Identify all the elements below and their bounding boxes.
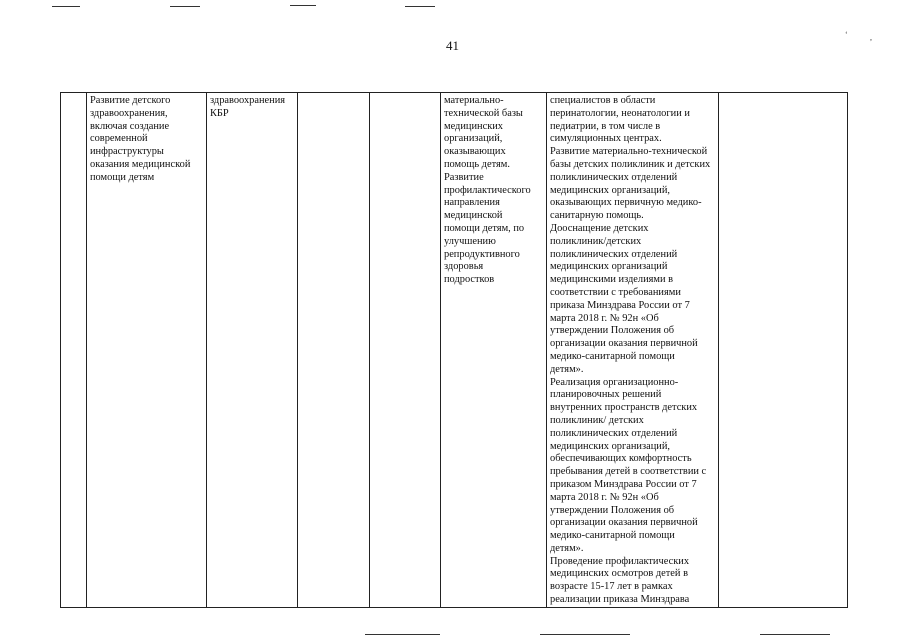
text-line: медицинских: [444, 120, 503, 132]
scan-artifact-bottom-1: [365, 634, 440, 635]
text-line: утверждении Положения об: [550, 325, 675, 337]
cell-task-name: [87, 93, 207, 608]
text-line: санитарную помощь.: [550, 210, 644, 222]
text-line: помощи детям: [90, 171, 155, 183]
cell-measure: [441, 93, 547, 608]
text-line: педиатрии, в том числе в: [550, 120, 661, 132]
text-line: Развитие детского: [90, 95, 171, 106]
table-row: [61, 93, 848, 608]
text-line: возрасте 15-17 лет в рамках: [550, 581, 673, 593]
text-line: оказывающих первичную медико-: [550, 197, 702, 209]
text-line: детям».: [550, 542, 584, 554]
text-line: материально-: [444, 95, 504, 106]
cell-empty-8: [719, 93, 848, 608]
text-line: медико-санитарной помощи: [550, 530, 675, 542]
text-line: направления: [444, 197, 500, 209]
text-line: здравоохранения,: [90, 107, 168, 119]
text-line: поликлинических отделений: [550, 248, 678, 260]
task-name-lines: [90, 95, 203, 185]
page-number: 41: [446, 38, 459, 53]
scan-artifact-corner: ʻ: [845, 30, 848, 39]
text-line: медицинских организаций,: [550, 184, 670, 196]
text-line: внутренних пространств детских: [550, 402, 698, 414]
text-line: Развитие материально-технической: [550, 146, 708, 158]
text-line: помощь детям.: [444, 158, 510, 170]
text-line: поликлиник/ детских: [550, 414, 644, 426]
text-line: инфраструктуры: [90, 146, 164, 158]
text-line: поликлинических отделений: [550, 171, 678, 183]
text-line: Реализация организационно-: [550, 376, 679, 388]
scan-artifact-top-4: [405, 6, 435, 7]
scan-artifact-bottom-3: [760, 634, 830, 635]
text-line: марта 2018 г. № 92н «Об: [550, 312, 659, 324]
text-line: детям».: [550, 363, 584, 375]
text-line: здоровья: [444, 261, 484, 273]
measures-table: [60, 92, 848, 608]
scan-artifact-corner-2: ,: [870, 33, 872, 42]
text-line: профилактического: [444, 184, 531, 196]
scan-artifact-top-3: [290, 5, 316, 6]
measure-lines: [444, 95, 543, 287]
cell-number: [61, 93, 87, 608]
text-line: организации оказания первичной: [550, 517, 698, 529]
cell-empty-5: [370, 93, 441, 608]
text-line: улучшению: [444, 235, 496, 247]
text-line: соответствии с требованиями: [550, 286, 681, 298]
text-line: утверждении Положения об: [550, 504, 675, 516]
text-line: помощи детям, по: [444, 222, 525, 234]
scan-artifact-bottom-2: [540, 634, 630, 635]
text-line: приказа Минздрава России от 7: [550, 299, 690, 311]
text-line: Проведение профилактических: [550, 555, 690, 567]
text-line: симуляционных центрах.: [550, 133, 662, 145]
text-line: КБР: [210, 107, 229, 119]
cell-executor: [207, 93, 298, 608]
text-line: медицинских организаций: [550, 261, 668, 273]
text-line: Развитие: [444, 171, 484, 183]
text-line: реализации приказа Минздрава: [550, 594, 690, 606]
text-line: марта 2018 г. № 92н «Об: [550, 491, 659, 503]
text-line: обеспечивающих комфортность: [550, 453, 692, 465]
text-line: подростков: [444, 274, 495, 286]
description-lines: [550, 95, 715, 607]
text-line: перинатологии, неонатологии и: [550, 107, 690, 119]
text-line: медицинской: [444, 210, 503, 222]
text-line: оказывающих: [444, 146, 506, 158]
text-line: медико-санитарной помощи: [550, 350, 675, 362]
text-line: специалистов в области: [550, 95, 656, 106]
text-line: организации оказания первичной: [550, 338, 698, 350]
text-line: пребывания детей в соответствии с: [550, 466, 707, 478]
scan-artifact-top-1: [52, 6, 80, 7]
cell-description: [547, 93, 719, 608]
text-line: базы детских поликлиник и детских: [550, 158, 711, 170]
text-line: поликлинических отделений: [550, 427, 678, 439]
text-line: планировочных решений: [550, 389, 662, 401]
text-line: поликлиник/детских: [550, 235, 642, 247]
text-line: организаций,: [444, 133, 503, 145]
text-line: медицинских организаций,: [550, 440, 670, 452]
text-line: современной: [90, 133, 148, 145]
text-line: здравоохранения: [210, 95, 286, 106]
scan-artifact-top-2: [170, 6, 200, 7]
text-line: медицинскими изделиями в: [550, 274, 674, 286]
text-line: включая создание: [90, 120, 170, 132]
cell-empty-4: [298, 93, 370, 608]
text-line: приказом Минздрава России от 7: [550, 478, 697, 490]
text-line: репродуктивного: [444, 248, 520, 260]
text-line: медицинских осмотров детей в: [550, 568, 688, 580]
executor-lines: [210, 95, 294, 121]
text-line: Дооснащение детских: [550, 222, 649, 234]
text-line: технической базы: [444, 107, 523, 119]
text-line: оказания медицинской: [90, 158, 191, 170]
